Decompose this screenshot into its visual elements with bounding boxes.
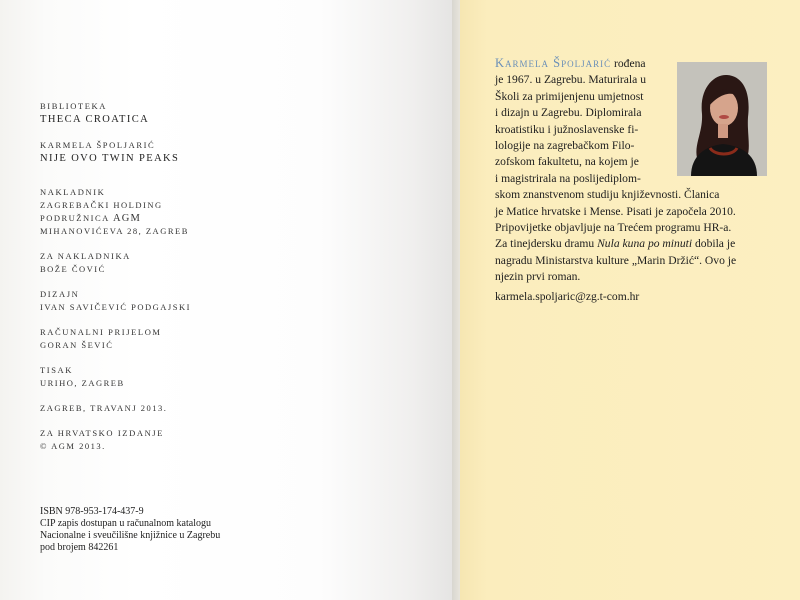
imprint-block [40, 100, 360, 465]
place-date-block [40, 402, 360, 415]
design-block [40, 288, 360, 314]
bio-line-1 [495, 55, 667, 72]
bio-line-6: lologije na zagrebačkom Filo- [495, 139, 635, 153]
publisher-line2-prefix: PODRUŽNICA [40, 213, 110, 223]
bio-line-12 [495, 236, 775, 252]
cip-line1: CIP zapis dostupan u računalnom katalogu [40, 518, 211, 529]
edition-block [40, 427, 360, 453]
author-title-block [40, 139, 360, 166]
isbn-cip-block [40, 506, 300, 554]
bio-line-4: i dizajn u Zagrebu. Diplomirala [495, 106, 642, 120]
print-value: URIHO, ZAGREB [40, 378, 125, 388]
bio-line-10: je Matice hrvatske i Mense. Pisati je započela 2010. [495, 204, 736, 218]
place-date: ZAGREB, TRAVANJ 2013. [40, 403, 168, 413]
author: KARMELA ŠPOLJARIĆ [40, 140, 156, 150]
bio-line-2: je 1967. u Zagrebu. Maturirala u [495, 73, 646, 87]
publisher-line1: ZAGREBAČKI HOLDING [40, 200, 163, 210]
author-name: Karmela Špoljarić [495, 56, 612, 70]
author-email: karmela.spoljaric@zg.t-com.hr [495, 290, 640, 303]
bio-line-14: njezin prvi roman. [495, 270, 581, 284]
bio-line-9: skom znanstvenom studiju književnosti. Članica [495, 188, 720, 202]
series-label: BIBLIOTEKA [40, 101, 107, 111]
bio-line-11: Pripovijetke objavljuje na Trećem programu HR-a. [495, 221, 732, 235]
series-block [40, 100, 360, 127]
bio-line-7: zofskom fakultetu, na kojem je [495, 155, 639, 169]
for-publisher-block [40, 250, 360, 276]
publisher-block [40, 186, 360, 238]
publisher-label: NAKLADNIK [40, 187, 106, 197]
print-block [40, 364, 360, 390]
bio-line-3: Školi za primijenjenu umjetnost [495, 89, 644, 103]
cip-line3: pod brojem 842261 [40, 542, 119, 553]
cip-line2: Nacionalne i sveučilišne knjižnice u Zagrebu [40, 530, 221, 541]
bio-line-12-post: dobila je [692, 237, 736, 251]
design-label: DIZAJN [40, 289, 80, 299]
publisher-line2-name: AGM [112, 213, 142, 224]
bio-line-12-pre: Za tinejdersku dramu [495, 237, 598, 251]
publisher-line2 [40, 212, 360, 225]
book-title: NIJE OVO TWIN PEAKS [40, 153, 180, 164]
typesetting-label: RAČUNALNI PRIJELOM [40, 327, 162, 337]
play-title: Nula kuna po minuti [597, 237, 693, 251]
design-value: IVAN SAVIČEVIĆ PODGAJSKI [40, 302, 191, 312]
publisher-line3: MIHANOVIĆEVA 28, ZAGREB [40, 226, 189, 236]
print-label: TISAK [40, 365, 74, 375]
series-value: THECA CROATICA [40, 114, 150, 125]
typesetting-block [40, 326, 360, 352]
bio-line-13: nagradu Ministarstva kulture „Marin Držić“. Ovo je [495, 253, 737, 267]
isbn-number: ISBN 978-953-174-437-9 [40, 506, 144, 517]
edition-label: ZA HRVATSKO IZDANJE [40, 428, 165, 438]
for-publisher-label: ZA NAKLADNIKA [40, 251, 131, 261]
for-publisher-value: BOŽE ČOVIĆ [40, 264, 106, 274]
copyright: © AGM 2013. [40, 441, 106, 451]
typesetting-value: GORAN ŠEVIĆ [40, 340, 114, 350]
author-bio [495, 55, 775, 286]
bio-line-1-rest: rođena [611, 57, 646, 70]
bio-line-5: kroatistiku i južnoslavenske fi- [495, 122, 639, 136]
bio-line-8: i magistrirala na poslijediplom- [495, 171, 641, 185]
